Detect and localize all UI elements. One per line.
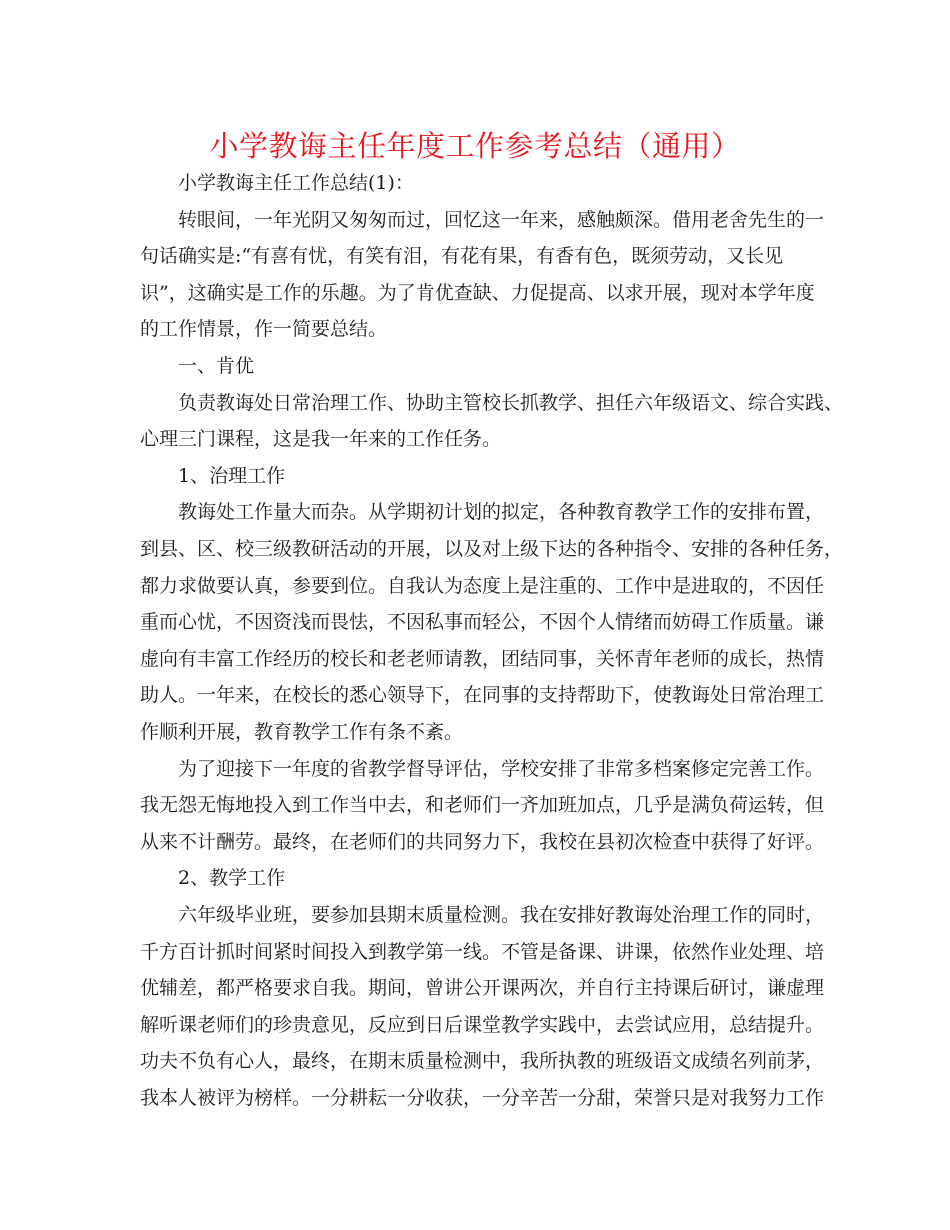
body-line: 识”，这确实是工作的乐趣。为了肯优查缺、力促提高、以求开展，现对本学年度 [140, 281, 815, 304]
body-line: 转眼间，一年光阴又匆匆而过，回忆这一年来，感触颇深。借用老舍先生的一 [178, 208, 825, 231]
body-line: 重而心忧，不因资浅而畏怯，不因私事而轻公，不因个人情绪而妨碍工作质量。谦 [140, 611, 825, 634]
body-line: 都力求做要认真，参要到位。自我认为态度上是注重的、工作中是进取的，不因任 [140, 574, 825, 597]
body-line: 为了迎接下一年度的省教学督导评估，学校安排了非常多档案修定完善工作。 [178, 757, 825, 780]
body-line: 优辅差，都严格要求自我。期间，曾讲公开课两次，并自行主持课后研讨，谦虚理 [140, 977, 825, 1000]
body-line: 虚向有丰富工作经历的校长和老老师请教，团结同事，关怀青年老师的成长，热情 [140, 647, 825, 670]
document-title: 小学教诲主任年度工作参考总结（通用） [209, 129, 741, 163]
body-line: 我本人被评为榜样。一分耕耘一分收获，一分辛苦一分甜，荣誉只是对我努力工作 [140, 1087, 825, 1109]
body-line: 2、教学工作 [178, 867, 286, 890]
body-line: 心理三门课程，这是我一年来的工作任务。 [140, 428, 502, 451]
body-line: 教诲处工作量大而杂。从学期初计划的拟定，各种教育教学工作的安排布置， [178, 501, 825, 524]
body-line: 句话确实是:“有喜有忧，有笑有泪，有花有果，有香有色，既须劳动，又长见 [140, 245, 784, 268]
body-line: 六年级毕业班，要参加县期末质量检测。我在安排好教诲处治理工作的同时， [178, 904, 825, 926]
body-line: 助人。一年来，在校长的悉心领导下，在同事的支持帮助下，使教诲处日常治理工 [140, 684, 825, 707]
body-line: 的工作情景，作一简要总结。 [140, 318, 388, 341]
body-line: 从来不计酬劳。最终，在老师们的共同努力下，我校在县初次检查中获得了好评。 [140, 830, 825, 853]
body-line: 小学教诲主任工作总结(1)： [178, 172, 414, 194]
body-line: 到县、区、校三级教研活动的开展，以及对上级下达的各种指令、安排的各种任务， [140, 538, 844, 560]
body-line: 一、肯优 [178, 355, 255, 377]
body-line: 我无怨无悔地投入到工作当中去，和老师们一齐加班加点，几乎是满负荷运转，但 [140, 794, 825, 817]
body-line: 作顺利开展，教育教学工作有条不紊。 [140, 721, 464, 743]
body-line: 功夫不负有心人，最终，在期末质量检测中，我所执教的班级语文成绩名列前茅， [140, 1050, 825, 1073]
body-line: 千方百计抓时间紧时间投入到教学第一线。不管是备课、讲课，依然作业处理、培 [140, 940, 825, 963]
body-line: 1、治理工作 [178, 464, 286, 487]
body-line: 负责教诲处日常治理工作、协助主管校长抓教学、担任六年级语文、综合实践、 [178, 391, 844, 414]
body-line: 解听课老师们的珍贵意见，反应到日后课堂教学实践中，去尝试应用，总结提升。 [140, 1013, 825, 1036]
